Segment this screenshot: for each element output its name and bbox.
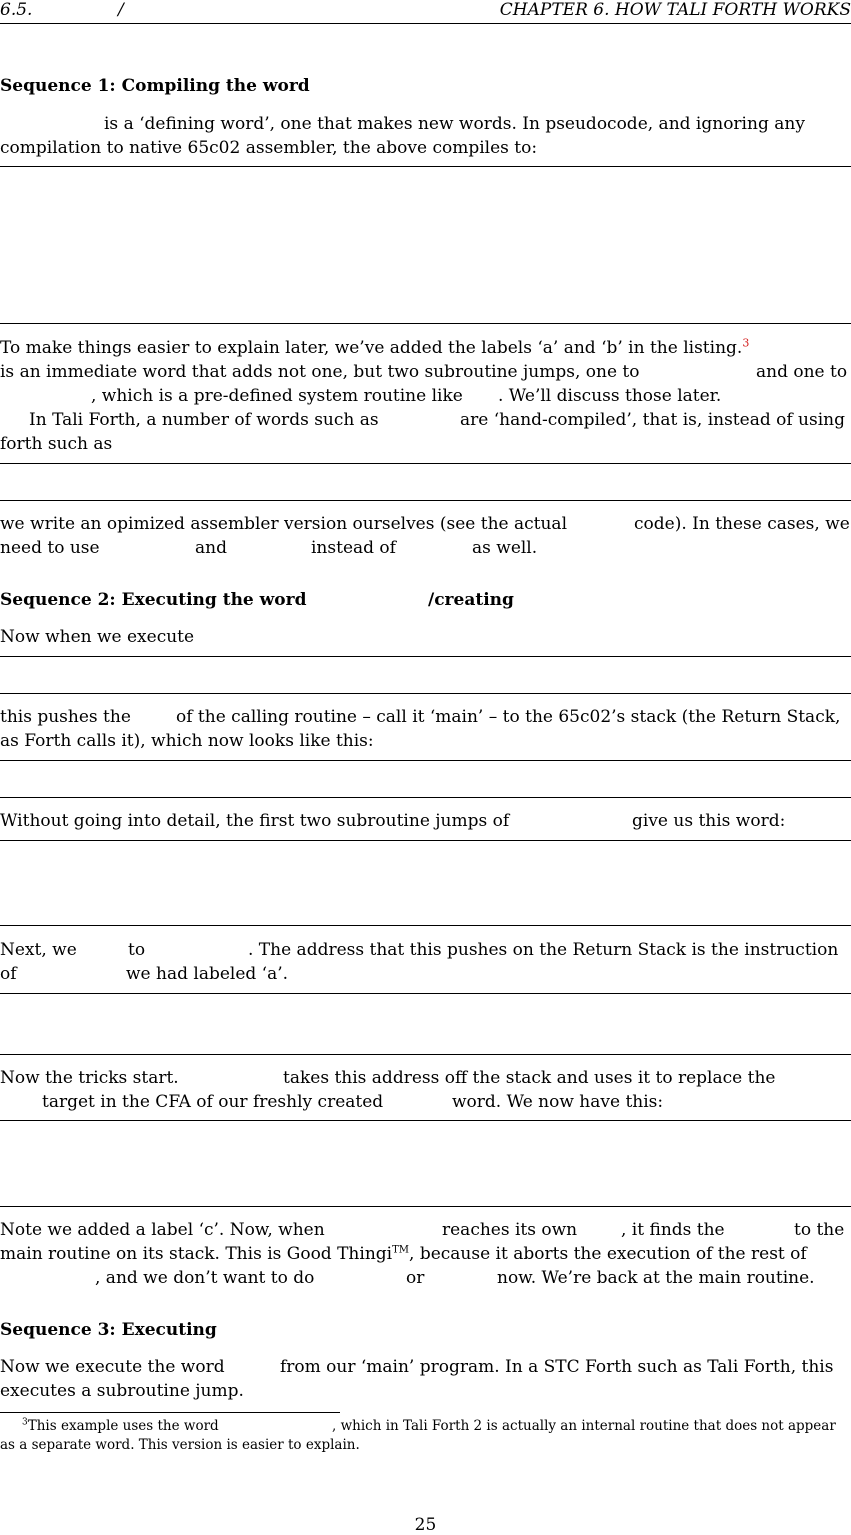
listing-6-top-rule <box>0 993 851 994</box>
listing-7-bottom-rule <box>0 1206 851 1207</box>
listing-5-bottom-rule <box>0 925 851 926</box>
seq1-line-2: compilation to native 65c02 assembler, the above compiles to: <box>0 138 538 158</box>
para2-line-2a: is an immediate word that adds not one, but two subroutine jumps, one to <box>0 362 640 382</box>
listing-7-top-rule <box>0 1120 851 1121</box>
footnote-line-1b: , which in Tali Forth 2 is actually an internal routine that does not appear <box>332 1418 836 1434</box>
seq2-p4-line-1c: . The address that this pushes on the Return Stack is the instruction <box>248 940 839 960</box>
listing-4-top-rule <box>0 760 851 761</box>
para2-line-4b: are ‘hand-compiled’, that is, instead of using <box>460 410 845 430</box>
seq2-p4-line-2b: we had labeled ‘a’. <box>126 964 289 984</box>
para3-line-2d: as well. <box>472 538 538 558</box>
seq3-line-1b: from our ‘main’ program. In a STC Forth such as Tali Forth, this <box>280 1357 834 1377</box>
para2-line-4a: In Tali Forth, a number of words such as <box>29 410 379 430</box>
seq2-p6-line-1d: to the <box>794 1220 845 1240</box>
footnote-line-2: as a separate word. This version is easier to explain. <box>0 1437 360 1453</box>
header-slash: / <box>118 0 124 20</box>
seq2-p4-line-1a: Next, we <box>0 940 77 960</box>
seq2-p2-line-2: as Forth calls it), which now looks like this: <box>0 731 374 751</box>
para2-line-3a: , which is a pre-defined system routine like <box>91 386 463 406</box>
seq2-p3-a: Without going into detail, the first two subroutine jumps of <box>0 811 510 831</box>
sequence-2-heading-b: /creating <box>428 590 514 610</box>
seq2-p5-line-2a: target in the CFA of our freshly created <box>42 1092 384 1112</box>
para2-line-5: forth such as <box>0 434 113 454</box>
seq3-line-1a: Now we execute the word <box>0 1357 225 1377</box>
seq3-line-2: executes a subroutine jump. <box>0 1381 244 1401</box>
seq2-line-1: Now when we execute <box>0 627 195 647</box>
seq2-p6-line-1a: Note we added a label ‘c’. Now, when <box>0 1220 325 1240</box>
para3-line-1a: we write an opimized assembler version ourselves (see the actual <box>0 514 568 534</box>
listing-1-bottom-rule <box>0 323 851 324</box>
seq2-p4-line-2a: of <box>0 964 17 984</box>
seq2-p5-line-1a: Now the tricks start. <box>0 1068 179 1088</box>
listing-5-top-rule <box>0 840 851 841</box>
seq2-p5-line-2b: word. We now have this: <box>452 1092 664 1112</box>
listing-3-top-rule <box>0 656 851 657</box>
para2-line-1-text: To make things easier to explain later, we’ve added the labels ‘a’ and ‘b’ in the listing. <box>0 338 743 358</box>
seq2-p6-line-1c: , it finds the <box>621 1220 725 1240</box>
listing-1-top-rule <box>0 166 851 167</box>
seq2-p6-line-2b: , because it aborts the execution of the rest of <box>409 1244 807 1264</box>
header-rule <box>0 23 851 24</box>
seq2-p2-line-1b: of the calling routine – call it ‘main’ – to the 65c02’s stack (the Return Stack, <box>176 707 841 727</box>
seq2-p5-line-1b: takes this address off the stack and uses it to replace the <box>283 1068 776 1088</box>
para3-line-2a: need to use <box>0 538 100 558</box>
seq2-p6-line-1b: reaches its own <box>442 1220 578 1240</box>
seq2-p6-line-2a: main routine on its stack. This is Good Thingi <box>0 1244 393 1264</box>
seq2-p6-line-3c: now. We’re back at the main routine. <box>497 1268 815 1288</box>
para3-line-2b: and <box>195 538 227 558</box>
para2-line-3b: . We’ll discuss those later. <box>498 386 722 406</box>
seq2-p2-line-1a: this pushes the <box>0 707 131 727</box>
section-number: 6.5. <box>0 0 33 20</box>
para2-line-1 <box>0 338 749 358</box>
sequence-1-heading: Sequence 1: Compiling the word <box>0 76 310 96</box>
seq2-p6-line-3b: or <box>406 1268 425 1288</box>
para3-line-1b: code). In these cases, we <box>634 514 850 534</box>
listing-6-bottom-rule <box>0 1054 851 1055</box>
footnote-line-1a <box>22 1417 219 1435</box>
sequence-3-heading: Sequence 3: Executing <box>0 1320 217 1340</box>
listing-2-bottom-rule <box>0 500 851 501</box>
footnote-rule <box>0 1412 340 1413</box>
para2-line-2b: and one to <box>756 362 848 382</box>
footnote-ref[interactable]: 3 <box>742 336 750 350</box>
page-number: 25 <box>414 1515 437 1535</box>
footnote-text-1a: This example uses the word <box>27 1418 219 1434</box>
sequence-2-heading-a: Sequence 2: Executing the word <box>0 590 307 610</box>
para3-line-2c: instead of <box>311 538 396 558</box>
trademark-mark: TM <box>392 1244 410 1256</box>
seq1-line-1: is a ‘defining word’, one that makes new words. In pseudocode, and ignoring any <box>104 114 805 134</box>
seq2-p4-line-1b: to <box>128 940 146 960</box>
seq2-p6-line-2 <box>0 1244 807 1264</box>
listing-4-bottom-rule <box>0 797 851 798</box>
chapter-title: CHAPTER 6. HOW TALI FORTH WORKS <box>499 0 851 20</box>
listing-3-bottom-rule <box>0 693 851 694</box>
seq2-p3-b: give us this word: <box>632 811 786 831</box>
footnote-mark: 3 <box>22 1417 28 1428</box>
seq2-p6-line-3a: , and we don’t want to do <box>95 1268 315 1288</box>
listing-2-top-rule <box>0 463 851 464</box>
